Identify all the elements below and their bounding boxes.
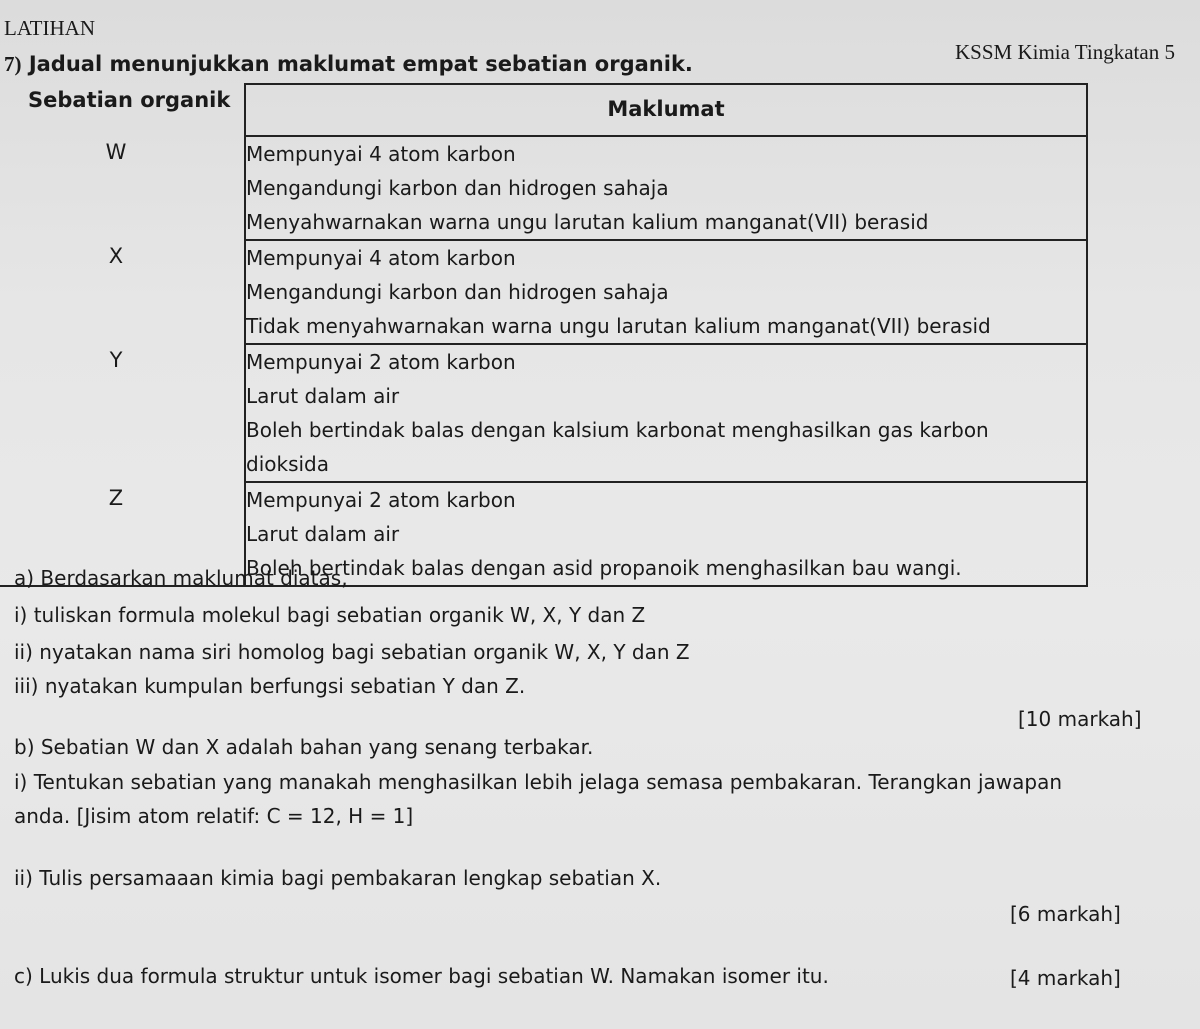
table-row [0,344,1087,482]
table-row [0,240,1087,344]
info-line: Larut dalam air [246,522,400,546]
compound-label: W [105,140,127,164]
part-a-intro: a) Berdasarkan maklumat diatas, [14,566,348,590]
table-header-compound: Sebatian organik [0,84,245,136]
info-line: Larut dalam air [246,384,400,408]
compound-label: Y [109,348,123,372]
part-b-intro: b) Sebatian W dan X adalah bahan yang senang terbakar. [14,735,594,759]
header-left: LATIHAN [4,16,95,40]
part-a-iii: iii) nyatakan kumpulan berfungsi sebatian Y dan Z. [14,674,526,698]
question-number: 7) [4,52,22,76]
part-b-i-line2: anda. [Jisim atom relatif: C = 12, H = 1] [14,804,414,828]
part-b-marks: [6 markah] [1010,902,1121,926]
part-a-ii: ii) nyatakan nama siri homolog bagi sebatian organik W, X, Y dan Z [14,640,690,664]
part-b-ii: ii) Tulis persamaaan kimia bagi pembakaran lengkap sebatian X. [14,866,662,890]
info-line: Tidak menyahwarnakan warna ungu larutan kalium manganat(VII) berasid [246,314,991,338]
info-line: Mempunyai 4 atom karbon [246,142,516,166]
info-line: Boleh bertindak balas dengan kalsium karbonat menghasilkan gas karbon [246,418,989,442]
part-b-i-line1: i) Tentukan sebatian yang manakah menghasilkan lebih jelaga semasa pembakaran. Terangkan jawapan [14,770,1063,794]
question-title [4,52,693,77]
part-a-marks: [10 markah] [1018,707,1142,731]
info-line: Menyahwarnakan warna ungu larutan kalium manganat(VII) berasid [246,210,929,234]
info-line: Mengandungi karbon dan hidrogen sahaja [246,176,669,200]
info-line: Mempunyai 4 atom karbon [246,246,516,270]
part-a-i: i) tuliskan formula molekul bagi sebatian organik W, X, Y dan Z [14,603,646,627]
part-c-text: c) Lukis dua formula struktur untuk isomer bagi sebatian W. Namakan isomer itu. [14,964,829,988]
table-header-info: Maklumat [245,84,1087,136]
part-c-marks: [4 markah] [1010,966,1121,990]
info-table [0,83,1088,587]
compound-label: X [108,244,124,268]
info-line: Mempunyai 2 atom karbon [246,350,516,374]
table-row [0,136,1087,240]
header-right: KSSM Kimia Tingkatan 5 [955,40,1175,64]
question-text: Jadual menunjukkan maklumat empat sebatian organik. [28,52,693,76]
info-line: Mempunyai 2 atom karbon [246,488,516,512]
info-line: dioksida [246,452,329,476]
info-line: Boleh bertindak balas dengan asid propanoik menghasilkan bau wangi. [246,556,962,580]
compound-label: Z [108,486,124,510]
info-line: Mengandungi karbon dan hidrogen sahaja [246,280,669,304]
